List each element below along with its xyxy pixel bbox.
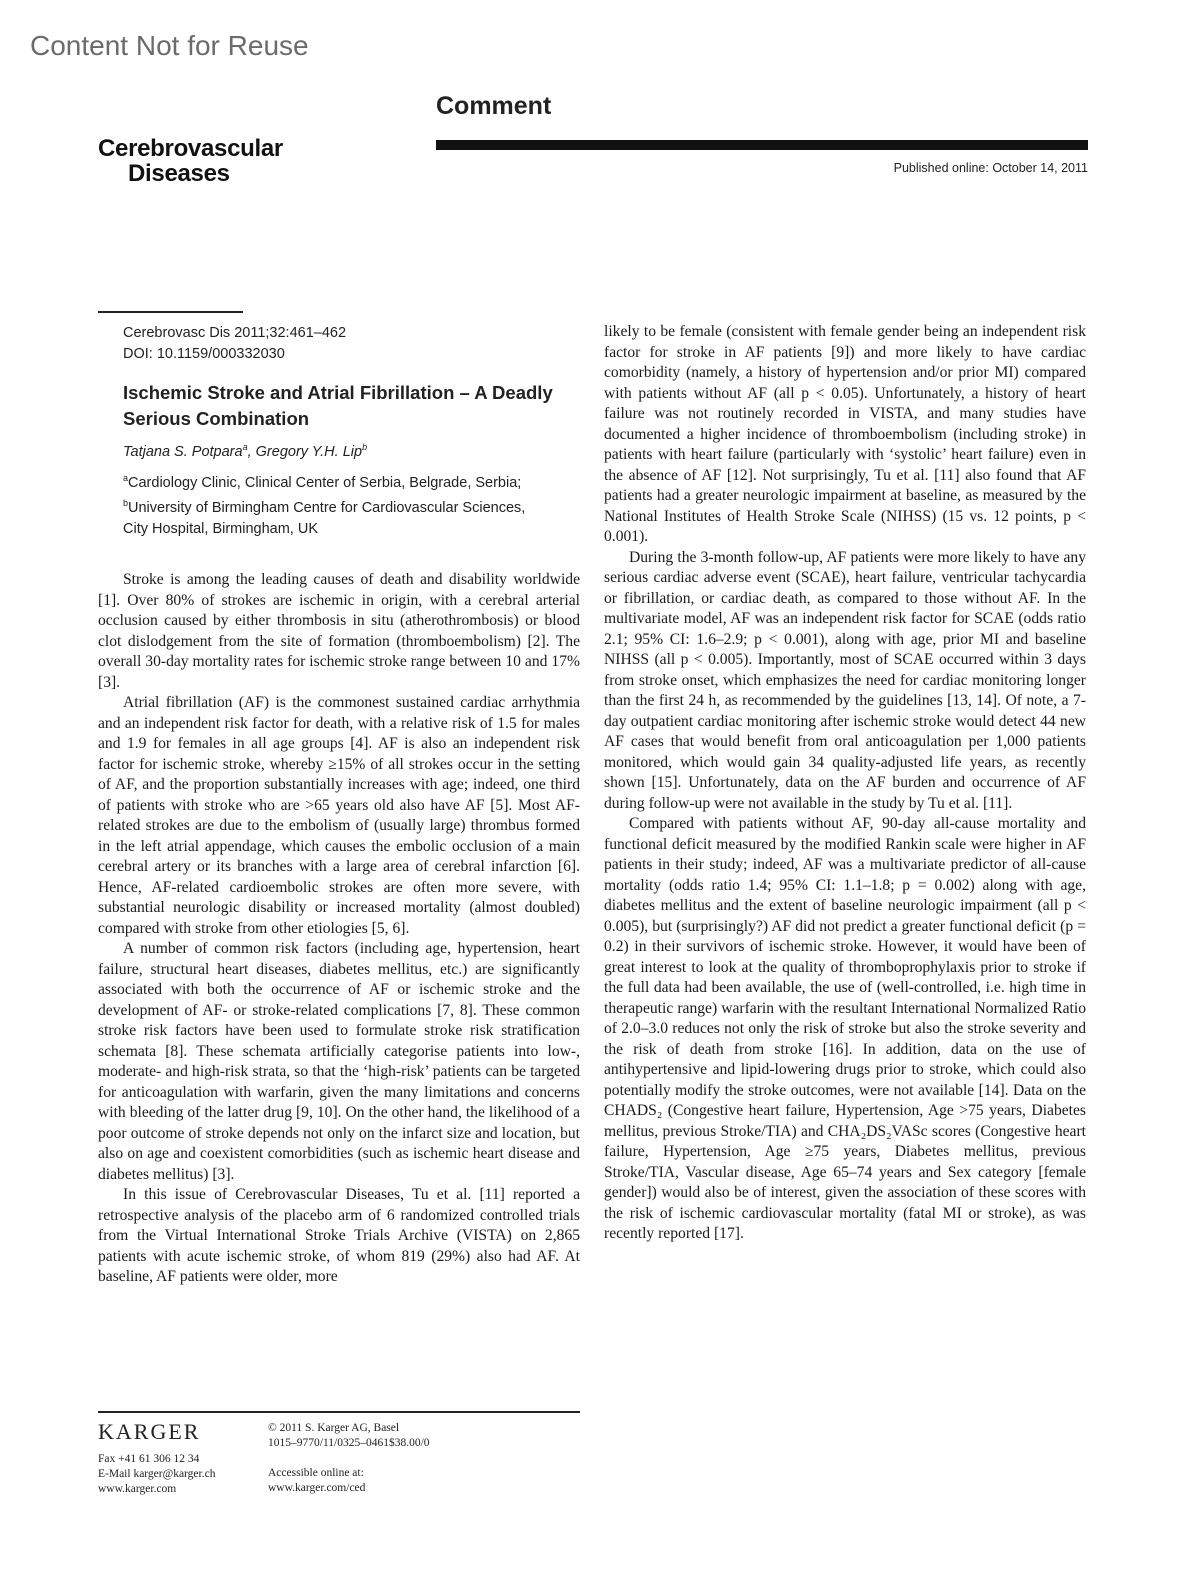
doi: DOI: 10.1159/000332030 [123, 346, 285, 362]
published-date: Published online: October 14, 2011 [893, 161, 1088, 175]
author-affil-mark: a [242, 442, 248, 452]
access-url-link[interactable]: www.karger.com/ced [268, 1482, 366, 1494]
paragraph: Compared with patients without AF, 90-day all-cause mortality and functional deficit measured by the modified Rankin scale were higher in AF patients in their study; indeed, AF was a multivariate predictor of all-cause mortality (odds ratio 1.4; 95% CI: 1.1–1.8; p = 0.002) along with age, diabetes mellitus and the extent of baseline neurologic impairment (all p < 0.005), but (surprisingly?) AF did not predict a greater functional deficit (p = 0.2) in their survivors of ischemic stroke. However, it would have been of great interest to look at the quality of thromboprophylaxis prior to stroke if the full data had been available, the use of (well-controlled, i.e. high time in therapeutic range) warfarin with the resultant International Normalized Ratio of 2.0–3.0 reduces not only the risk of stroke but also the stroke severity and the risk of death from stroke [16]. In addition, data on the use of antihypertensive and lipid-lowering drugs prior to stroke, which could also potentially modify the stroke outcomes, were not available [14]. Data on the CHADS₂ (Congestive heart failure, Hypertension, Age >75 years, Diabetes mellitus, previous Stroke/TIA) and CHA₂DS₂VASc scores (Congestive heart failure, Hypertension, Age ≥75 years, Diabetes mellitus, previous Stroke/TIA, Vascular disease, Age 65–74 years and Sex category [female gender]) would also be of interest, given the association of these scores with the risk of ischemic cardiovascular mortality (fatal MI or stroke), as was recently reported [17]. [604, 815, 1086, 1242]
citation: Cerebrovasc Dis 2011;32:461–462 [123, 325, 347, 341]
journal-logo [98, 136, 283, 186]
access-block [268, 1466, 365, 1496]
footer-rule [98, 1411, 580, 1413]
section-label: Comment [436, 92, 552, 120]
publisher-contact [98, 1452, 215, 1497]
author-name: Gregory Y.H. Lip [255, 443, 363, 460]
journal-logo-line2: Diseases [128, 160, 230, 187]
author-affil-mark: b [362, 442, 368, 452]
paragraph: likely to be female (consistent with female gender being an independent risk factor for stroke in AF patients [9]) and more likely to have cardiac comorbidity (namely, a history of hypertension and/or prior MI) compared with patients without AF (all p < 0.05). Unfortunately, a history of heart failure was not routinely recorded in VISTA, and many studies have documented a higher incidence of thromboembolism (including stroke) in patients with heart failure (particularly with ‘systolic’ heart failure) even in the absence of AF [12]. Not surprisingly, Tu et al. [11] also found that AF patients had a greater neurologic impairment at baseline, as measured by the National Institutes of Health Stroke Scale (NIHSS) (15 vs. 12 points, p < 0.001). [604, 323, 1086, 545]
fax: Fax +41 61 306 12 34 [98, 1453, 200, 1465]
affil-text: Cardiology Clinic, Clinical Center of Serbia, Belgrade, Serbia; [128, 474, 522, 491]
affiliation-b [123, 493, 525, 518]
watermark: Content Not for Reuse [30, 30, 309, 61]
email: E-Mail karger@karger.ch [98, 1468, 216, 1480]
paragraph: In this issue of Cerebrovascular Diseases, Tu et al. [11] reported a retrospective analysis of the placebo arm of 6 randomized controlled trials from the Virtual International Stroke Trials Archive (VISTA) on 2,865 patients with acute ischemic stroke, of whom 819 (29%) also had AF. At baseline, AF patients were older, more [98, 1186, 580, 1285]
author-name: Tatjana S. Potpara [123, 443, 243, 460]
body-column-left [98, 570, 580, 1288]
publisher-logo: KARGER [98, 1419, 201, 1444]
access-label: Accessible online at: [268, 1467, 364, 1479]
affiliations [123, 468, 525, 539]
affil-mark: b [123, 498, 129, 509]
authors [123, 442, 367, 460]
paragraph: A number of common risk factors (including age, hypertension, heart failure, structural heart diseases, diabetes mellitus, etc.) are significantly associated with both the occurrence of AF or ischemic stroke and the development of AF- or stroke-related complications [7, 8]. These common stroke risk factors have been used to formulate stroke risk stratification schemata [8]. These schemata artificially categorise patients into low-, moderate- and high-risk strata, so that the ‘high-risk’ patients can be targeted for anticoagulation with warfarin, given the many limitations and concerns with bleeding of the latter drug [9, 10]. On the other hand, the likelihood of a poor outcome of stroke depends not only on the infarct size and location, but also on age and coexistent comorbidities (such as ischemic heart disease and diabetes mellitus) [3]. [98, 940, 580, 1183]
body-column-right [604, 322, 1086, 1245]
title-rule [98, 311, 243, 313]
affiliation-b-line2: City Hospital, Birmingham, UK [123, 520, 318, 537]
affil-text: University of Birmingham Centre for Cardiovascular Sciences, [128, 500, 526, 517]
article-title: Ischemic Stroke and Atrial Fibrillation – A Deadly Serious Combination [123, 382, 553, 429]
header-rule [436, 140, 1088, 150]
affiliation-a [123, 468, 525, 493]
paragraph: Atrial fibrillation (AF) is the commonest sustained cardiac arrhythmia and an independent risk factor for death, with a relative risk of 1.5 for males and 1.9 for females in all age groups [4]. AF is also an independent risk factor for ischemic stroke, whereby ≥15% of all strokes occur in the setting of AF, and the proportion substantially increases with age; indeed, one third of patients with stroke who are >65 years old also have AF [5]. Most AF-related strokes are due to the embolism of (usually large) thrombus formed in the left atrial appendage, which causes the embolic occlusion of a main cerebral artery or its branches with a large area of cerebral infarction [6]. Hence, AF-related cardioembolic strokes are often more severe, with substantial neurologic disability or increased mortality (almost doubled) compared with stroke from other etiologies [5, 6]. [98, 694, 580, 937]
author-separator: , [247, 443, 256, 460]
copyright: © 2011 S. Karger AG, Basel [268, 1422, 400, 1434]
citation-block [123, 323, 346, 365]
journal-logo-line1: Cerebrovascular [98, 135, 283, 162]
affil-mark: a [123, 473, 129, 483]
paragraph: During the 3-month follow-up, AF patients were more likely to have any serious cardiac adverse event (SCAE), heart failure, ventricular tachycardia or fibrillation, or cardiac death, as compared to those without AF. In the multivariate model, AF was an independent risk factor for SCAE (odds ratio 2.1; 95% CI: 1.6–2.9; p < 0.001), along with age, prior MI and baseline NIHSS (all p < 0.005). Importantly, most of SCAE occurred within 3 days from stroke onset, which emphasizes the need for cardiac monitoring longer than the first 24 h, as recommended by the guidelines [13, 14]. Of note, a 7-day outpatient cardiac monitoring after ischemic stroke would detect 44 new AF cases that would benefit from oral anticoagulation per 1,000 patients monitored, which would gain 34 quality-adjusted life years, as recently shown [15]. Unfortunately, data on the AF burden and occurrence of AF during follow-up were not available in the study by Tu et al. [11]. [604, 548, 1086, 812]
website-link[interactable]: www.karger.com [98, 1483, 177, 1495]
copyright-block [268, 1421, 430, 1451]
issn: 1015–9770/11/0325–0461$38.00/0 [268, 1437, 430, 1449]
paragraph: Stroke is among the leading causes of death and disability worldwide [1]. Over 80% of strokes are ischemic in origin, with a cerebral arterial occlusion caused by either thrombosis in situ (atherothrombosis) or blood clot dislodgement from the site of formation (thromboembolism) [2]. The overall 30-day mortality rates for ischemic stroke range between 10 and 17% [3]. [98, 571, 580, 691]
